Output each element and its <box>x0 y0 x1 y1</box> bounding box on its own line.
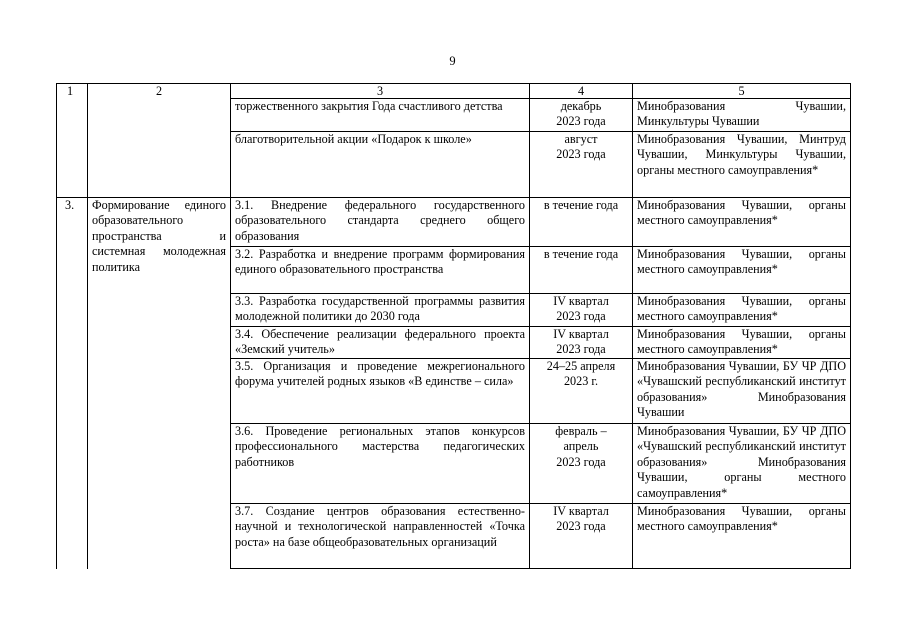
table-row <box>57 99 851 132</box>
event-cell: 3.5. Организация и проведение межрегионального форума учителей родных языков «В единстве – сила» <box>231 359 530 424</box>
deadline-text: IV квартал 2023 года <box>553 504 609 534</box>
section-direction-cell <box>88 198 231 569</box>
deadline-cell <box>530 99 633 132</box>
executors-cell: Минобразования Чувашии, Минкультуры Чувашии <box>633 99 851 132</box>
deadline-cell <box>530 247 633 294</box>
event-cell: торжественного закрытия Года счастливого детства <box>231 99 530 132</box>
column-number-4: 4 <box>530 84 633 99</box>
deadline-text: август 2023 года <box>556 132 606 162</box>
row-number-cell <box>57 99 88 198</box>
column-number-2: 2 <box>88 84 231 99</box>
event-cell: 3.1. Внедрение федерального государственного образовательного стандарта среднего общего образования <box>231 198 530 247</box>
deadline-text: в течение года <box>543 198 619 212</box>
deadline-text: декабрь 2023 года <box>556 99 606 129</box>
deadline-text: IV квартал 2023 года <box>553 327 609 357</box>
deadline-cell <box>530 504 633 569</box>
column-number-1: 1 <box>57 84 88 99</box>
event-cell: 3.4. Обеспечение реализации федерального проекта «Земский учитель» <box>231 327 530 359</box>
plan-table <box>56 83 851 569</box>
event-cell: 3.3. Разработка государственной программы развития молодежной политики до 2030 года <box>231 294 530 327</box>
executors-cell: Минобразования Чувашии, органы местного самоуправления* <box>633 247 851 294</box>
page-number: 9 <box>449 54 456 68</box>
deadline-text: февраль – апрель 2023 года <box>555 424 607 469</box>
deadline-cell <box>530 424 633 504</box>
deadline-cell <box>530 327 633 359</box>
executors-cell: Минобразования Чувашии, органы местного самоуправления* <box>633 327 851 359</box>
deadline-text: в течение года <box>543 247 619 261</box>
section-direction: Формирование единого образовательного пространства и системная молодежная политика <box>92 198 226 274</box>
executors-cell: Минобразования Чувашии, органы местного самоуправления* <box>633 504 851 569</box>
executors-cell: Минобразования Чувашии, БУ ЧР ДПО «Чувашский республиканский институт образования» Минобразования Чувашии <box>633 359 851 424</box>
event-cell: 3.2. Разработка и внедрение программ формирования единого образовательного пространства <box>231 247 530 294</box>
executors-cell: Минобразования Чувашии, Минтруд Чувашии, Минкультуры Чувашии, органы местного самоуправления* <box>633 132 851 198</box>
deadline-cell <box>530 294 633 327</box>
executors-cell: Минобразования Чувашии, органы местного самоуправления* <box>633 198 851 247</box>
event-cell: благотворительной акции «Подарок к школе» <box>231 132 530 198</box>
column-number-5: 5 <box>633 84 851 99</box>
deadline-text: IV квартал 2023 года <box>553 294 609 324</box>
executors-cell: Минобразования Чувашии, органы местного самоуправления* <box>633 294 851 327</box>
deadline-cell <box>530 359 633 424</box>
deadline-text: 24–25 апреля 2023 г. <box>546 359 616 389</box>
table-row <box>57 198 851 247</box>
table-header-row <box>57 84 851 99</box>
column-number-3: 3 <box>231 84 530 99</box>
deadline-cell <box>530 198 633 247</box>
executors-cell: Минобразования Чувашии, БУ ЧР ДПО «Чувашский республиканский институт образования» Минобразования Чувашии, органы местного самоуправления* <box>633 424 851 504</box>
event-cell: 3.7. Создание центров образования естественно-научной и технологической направленностей «Точка роста» на базе общеобразовательных организаций <box>231 504 530 569</box>
event-cell: 3.6. Проведение региональных этапов конкурсов профессионального мастерства педагогических работников <box>231 424 530 504</box>
section-number: 3. <box>57 198 88 569</box>
deadline-cell <box>530 132 633 198</box>
direction-cell <box>88 99 231 198</box>
